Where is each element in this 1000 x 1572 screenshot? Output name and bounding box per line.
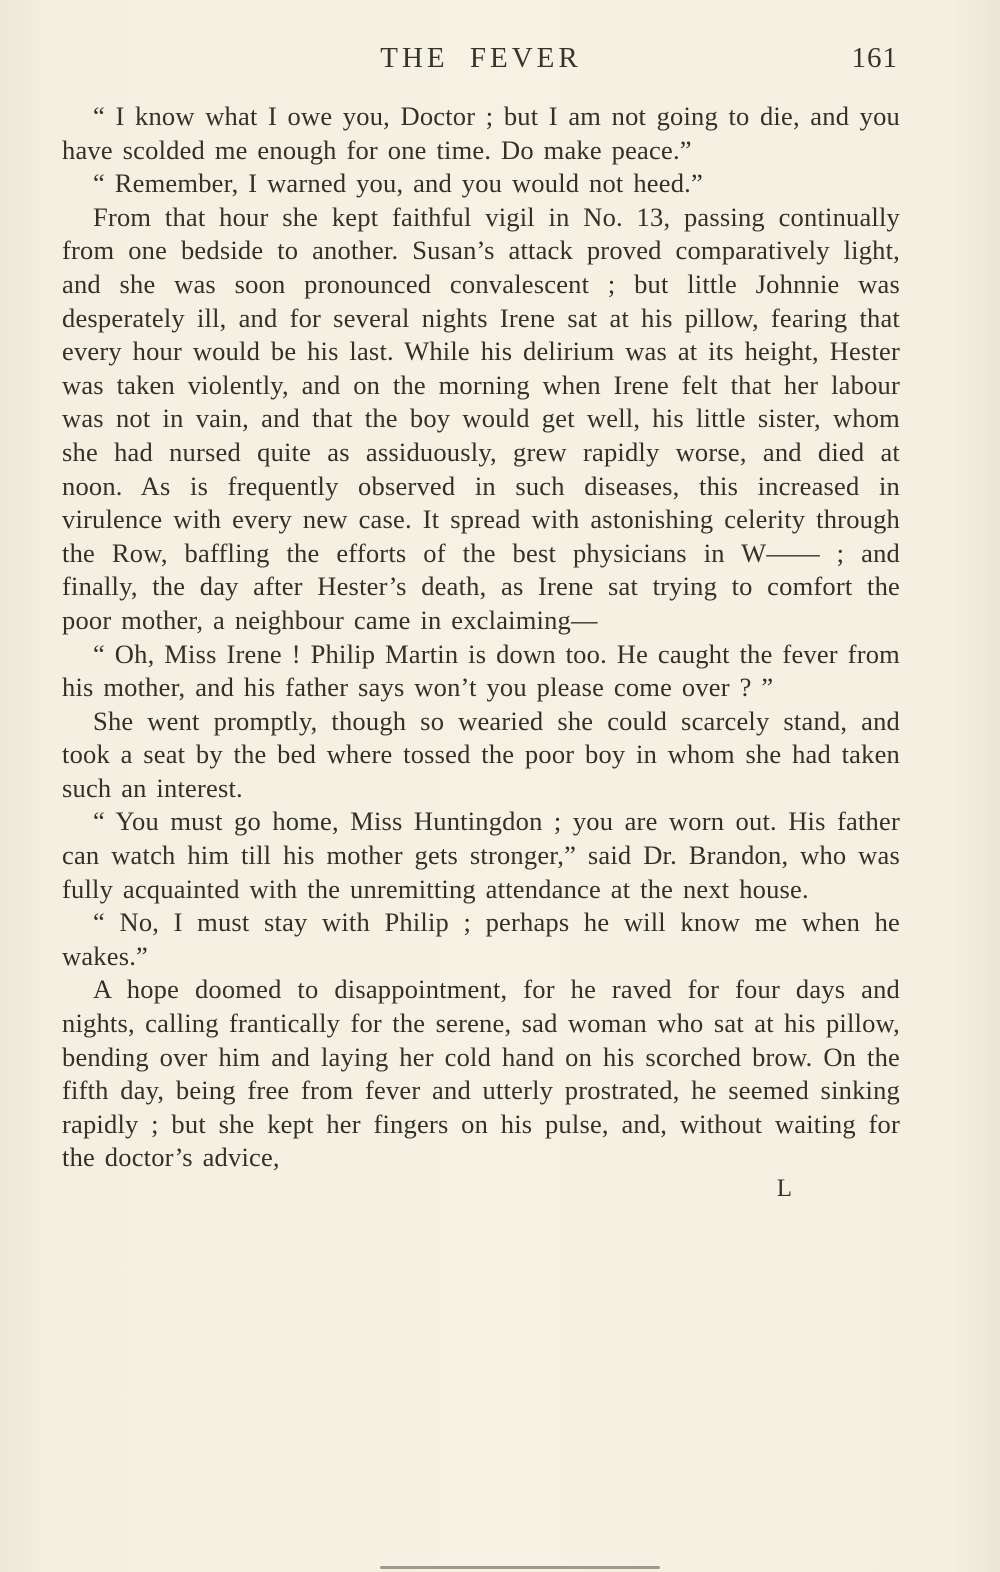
running-head bbox=[62, 42, 900, 86]
page-number: 161 bbox=[851, 42, 898, 74]
paragraph: From that hour she kept faithful vigil in No. 13, passing continually from one bedside to another. Susan’s attack proved comparatively light, and she was soon pronounced convalescent ; but little Johnnie was desperately ill, and for several nights Irene sat at his pillow, fearing that every hour would be his last. While his delirium was at its height, Hester was taken violently, and on the morning when Irene felt that her labour was not in vain, and that the boy would get well, his little sister, whom she had nursed quite as assiduously, grew rapidly worse, and died at noon. As is frequently observed in such diseases, this increased in virulence with every new case. It spread with astonishing celerity through the Row, baffling the efforts of the best physicians in W—— ; and finally, the day after Hester’s death, as Irene sat trying to comfort the poor mother, a neighbour came in exclaiming— bbox=[62, 201, 900, 635]
paragraph: “ You must go home, Miss Huntingdon ; you are worn out. His father can watch him till his mother gets stronger,” said Dr. Brandon, who was fully acquainted with the unremitting attendance at the next house. bbox=[62, 806, 900, 904]
paragraph: “ Oh, Miss Irene ! Philip Martin is down too. He caught the fever from his mother, and his father says won’t you please come over ? ” bbox=[62, 638, 900, 703]
scan-artifact-line bbox=[380, 1566, 660, 1569]
paragraph: She went promptly, though so wearied she could scarcely stand, and took a seat by the bed where tossed the poor boy in whom she had taken such an interest. bbox=[62, 705, 900, 803]
paragraph: “ Remember, I warned you, and you would not heed.” bbox=[93, 168, 703, 199]
paragraph: A hope doomed to disappointment, for he raved for four days and nights, calling frantically for the serene, sad woman who sat at his pillow, bending over him and laying her cold hand on his scorched brow. On the fifth day, being free from fever and utterly prostrated, he seemed sinking rapidly ; but she kept her fingers on his pulse, and, without waiting for the doctor’s advice, bbox=[62, 974, 900, 1173]
paragraph: “ No, I must stay with Philip ; perhaps he will know me when he wakes.” bbox=[62, 907, 900, 971]
running-title: THE FEVER bbox=[380, 42, 582, 74]
paragraph: “ I know what I owe you, Doctor ; but I am not going to die, and you have scolded me enough for one time. Do make peace.” bbox=[62, 101, 900, 165]
page-body bbox=[62, 100, 900, 1175]
signature-mark: L bbox=[776, 1175, 792, 1202]
